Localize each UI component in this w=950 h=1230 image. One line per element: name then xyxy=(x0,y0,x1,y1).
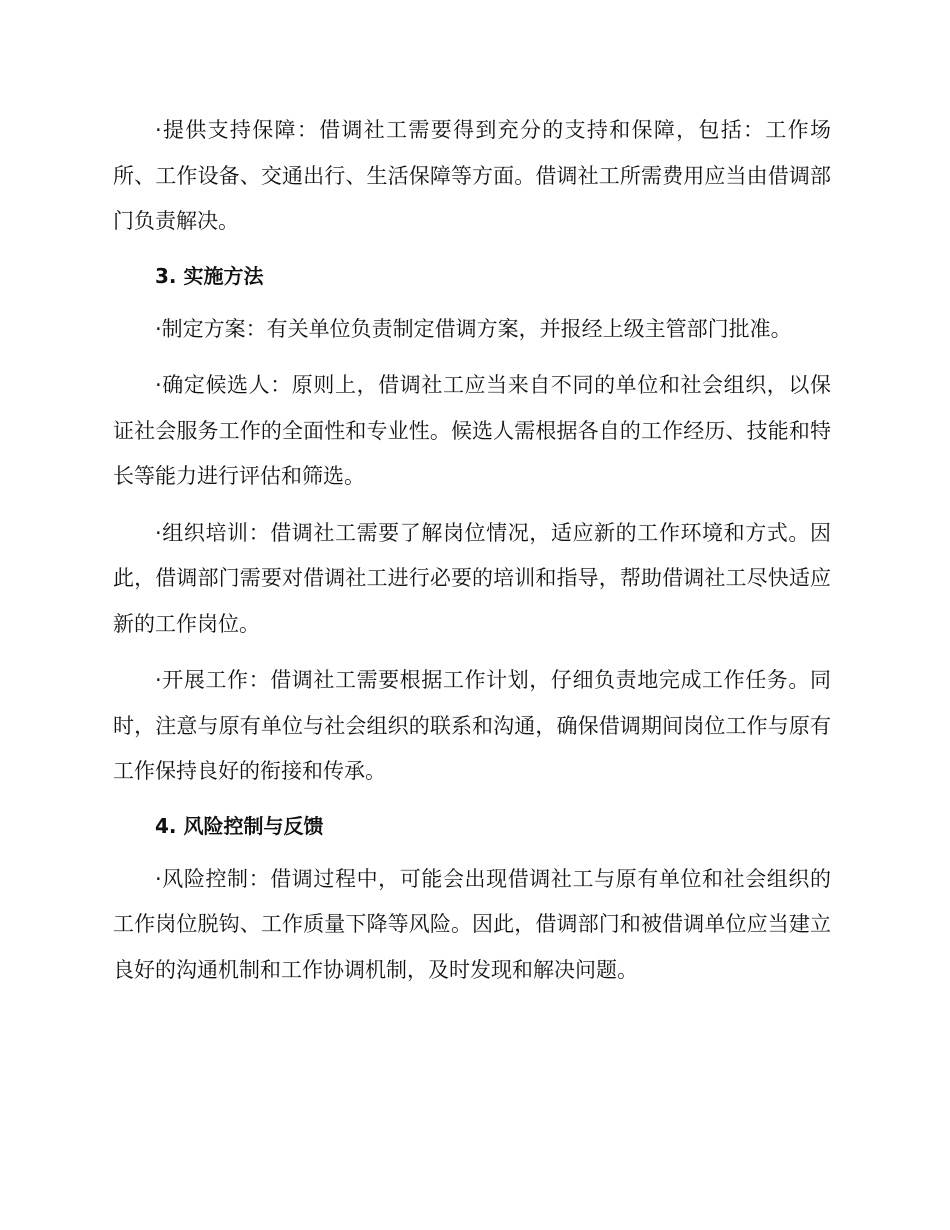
paragraph-select-candidates: ·确定候选人：原则上，借调社工应当来自不同的单位和社会组织，以保证社会服务工作的全面性和专业性。候选人需根据各自的工作经历、技能和特长等能力进行评估和筛选。 xyxy=(113,373,831,488)
paragraph-make-plan: ·制定方案：有关单位负责制定借调方案，并报经上级主管部门批准。 xyxy=(155,316,792,341)
paragraph-organize-training: ·组织培训：借调社工需要了解岗位情况，适应新的工作环境和方式。因此，借调部门需要对借调社工进行必要的培训和指导，帮助借调社工尽快适应新的工作岗位。 xyxy=(113,520,831,636)
paragraph-carry-out-work: ·开展工作：借调社工需要根据工作计划，仔细负责地完成工作任务。同时，注意与原有单位与社会组织的联系和沟通，确保借调期间岗位工作与原有工作保持良好的衔接和传承。 xyxy=(113,668,831,783)
paragraph-risk-control: ·风险控制：借调过程中，可能会出现借调社工与原有单位和社会组织的工作岗位脱钩、工作质量下降等风险。因此，借调部门和被借调单位应当建立良好的沟通机制和工作协调机制，及时发现和解决问题。 xyxy=(113,866,831,982)
document-body xyxy=(113,108,831,993)
paragraph-support-guarantee: ·提供支持保障：借调社工需要得到充分的支持和保障，包括：工作场所、工作设备、交通出行、生活保障等方面。借调社工所需费用应当由借调部门负责解决。 xyxy=(113,118,831,233)
section-heading-implementation: 3. 实施方法 xyxy=(155,263,264,288)
section-heading-risk-control: 4. 风险控制与反馈 xyxy=(155,813,324,838)
